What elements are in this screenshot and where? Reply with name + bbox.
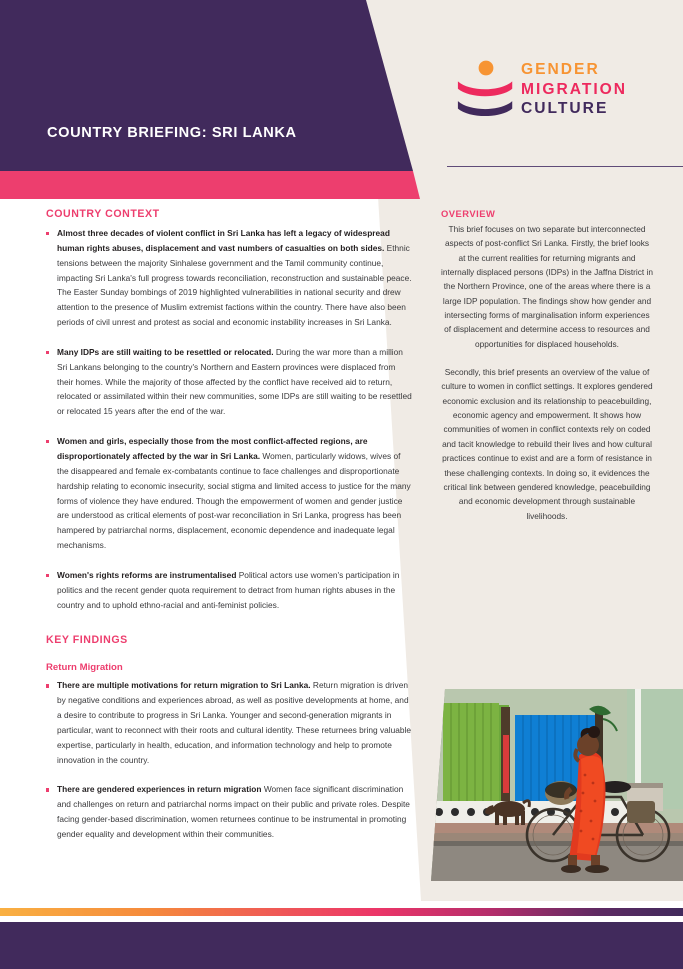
return-migration-subheading: Return Migration (46, 662, 123, 674)
logo-line-migration: MIGRATION (521, 80, 628, 98)
list-item (46, 678, 412, 767)
bullet-lead: Women's rights reforms are instrumentalised (57, 569, 237, 580)
key-findings-heading: KEY FINDINGS (46, 634, 128, 647)
gradient-footer-bar (0, 908, 683, 916)
overview-sidebar (441, 208, 653, 537)
logo-line-gender: GENDER (521, 61, 600, 78)
overview-paragraph: Secondly, this brief presents an overview of the value of culture to women in conflict settings. It explores gendered economic exclusion and its relationship to peacebuilding, economic agency and empowerment. It shows how communities of women in conflict contexts rely on coded and tacit knowledge to rebuild their lives and how cultural practices continue to exist and are a form of resistance in these challenging contexts. In doing so, it evidences the critical link between gendered knowledge, peacebuilding and economic development through sustainable livelihoods. (441, 367, 653, 521)
bullet-lead: There are gendered experiences in return migration (57, 784, 262, 795)
list-item (46, 345, 412, 419)
page-title: COUNTRY BRIEFING: SRI LANKA (47, 125, 297, 141)
country-context-heading: COUNTRY CONTEXT (46, 208, 160, 220)
bullet-body: Political actors use women's participation in politics and the recent gender quota requirement to detract from human rights abuses in the country and to uphold ethno-racial and anti-feminist policies. (57, 569, 400, 610)
main-content-column (46, 208, 412, 857)
bullet-lead: There are multiple motivations for return migration to Sri Lanka. (57, 680, 311, 691)
list-item (46, 434, 412, 553)
bullet-lead: Many IDPs are still waiting to be resettled or relocated. (57, 346, 274, 357)
bullet-body: Women, particularly widows, wives of the disappeared and female ex-combatants continue to face challenges and disproportionate hardship relating to economic insecurity, social stigma and limited access to justice for the many forms of violence they have endured. Though the empowerment of women and gender justice are understood as critical elements of post-war reconciliation in Sri Lanka, progress has been hampered by patriarchal norms, displacement, economic dependence and inadequate legal mechanisms. (57, 450, 411, 551)
bullet-body: Ethnic tensions between the majority Sinhalese government and the Tamil community continue, impacting Sri Lanka's full progress towards reconciliation, reconstruction and sustainable peace. The Easter Sunday bombings of 2019 highlighted vulnerabilities in national security and drew attention to the presence of Muslim extremist factions within the country. There have also been periods of civil unrest and protest as social and economic instability increases in Sri Lanka. (57, 242, 412, 328)
footer-bar (0, 922, 683, 969)
list-item (46, 782, 412, 841)
overview-paragraph: This brief focuses on two separate but interconnected aspects of post-conflict Sri Lanka. Firstly, the brief looks at the current realities for returning migrants and internally displaced persons (IDPs) in the Jaffna District in the Northern Province, one of the areas where there is a large IDP population. The findings show how gender and intersecting forms of marginalisation inform experiences of displacement and determine access to resources and opportunities for displaced households. (441, 224, 653, 349)
sidebar-divider (447, 166, 683, 167)
logo-wordmark (521, 60, 627, 119)
overview-heading: OVERVIEW (441, 208, 496, 219)
street-scene-photo (431, 689, 683, 881)
brand-logo (455, 57, 665, 123)
pink-accent-band (0, 171, 420, 199)
sun-over-arcs-logo-mark (455, 57, 515, 117)
bullet-lead: Women and girls, especially those from the most conflict-affected regions, are disproportionately affected by the war in Sri Lanka. (57, 436, 368, 461)
bullet-body: Women face significant discrimination and challenges on return and patriarchal norms impact on their public and private roles. Despite facing gender-based discrimination, women returnees continue to be instrumental in promoting gender equality and development within their communities. (57, 784, 410, 839)
logo-line-culture: CULTURE (521, 100, 609, 118)
photo-illustration (431, 689, 683, 881)
bullet-body: Return migration is driven by negative conditions and experiences abroad, as well as positive developments at home, and a desire to contribute to progress in Sri Lanka. Younger and second-generation migrants in particular, want to reconnect with their roots and cultural identity. These returnees bring valuable expertise, particularly in health, education, and information technology and help to promote innovation in the country. (57, 680, 412, 765)
purple-header-block (0, 0, 420, 171)
list-item (46, 226, 412, 330)
list-item (46, 568, 412, 613)
bullet-lead: Almost three decades of violent conflict in Sri Lanka has left a legacy of widespread human rights abuses, displacement and vast numbers of casualties on both sides. (57, 228, 390, 253)
bullet-body: During the war more than a million Sri Lankans belonging to the country's Northern and Eastern provinces were displaced from their homes. While the majority of those affected by the conflict have received aid to return, relocated or assimilated within their new communities, some IDPs are still waiting to be resettled or relocated 15 years after the end of the war. (57, 346, 412, 417)
